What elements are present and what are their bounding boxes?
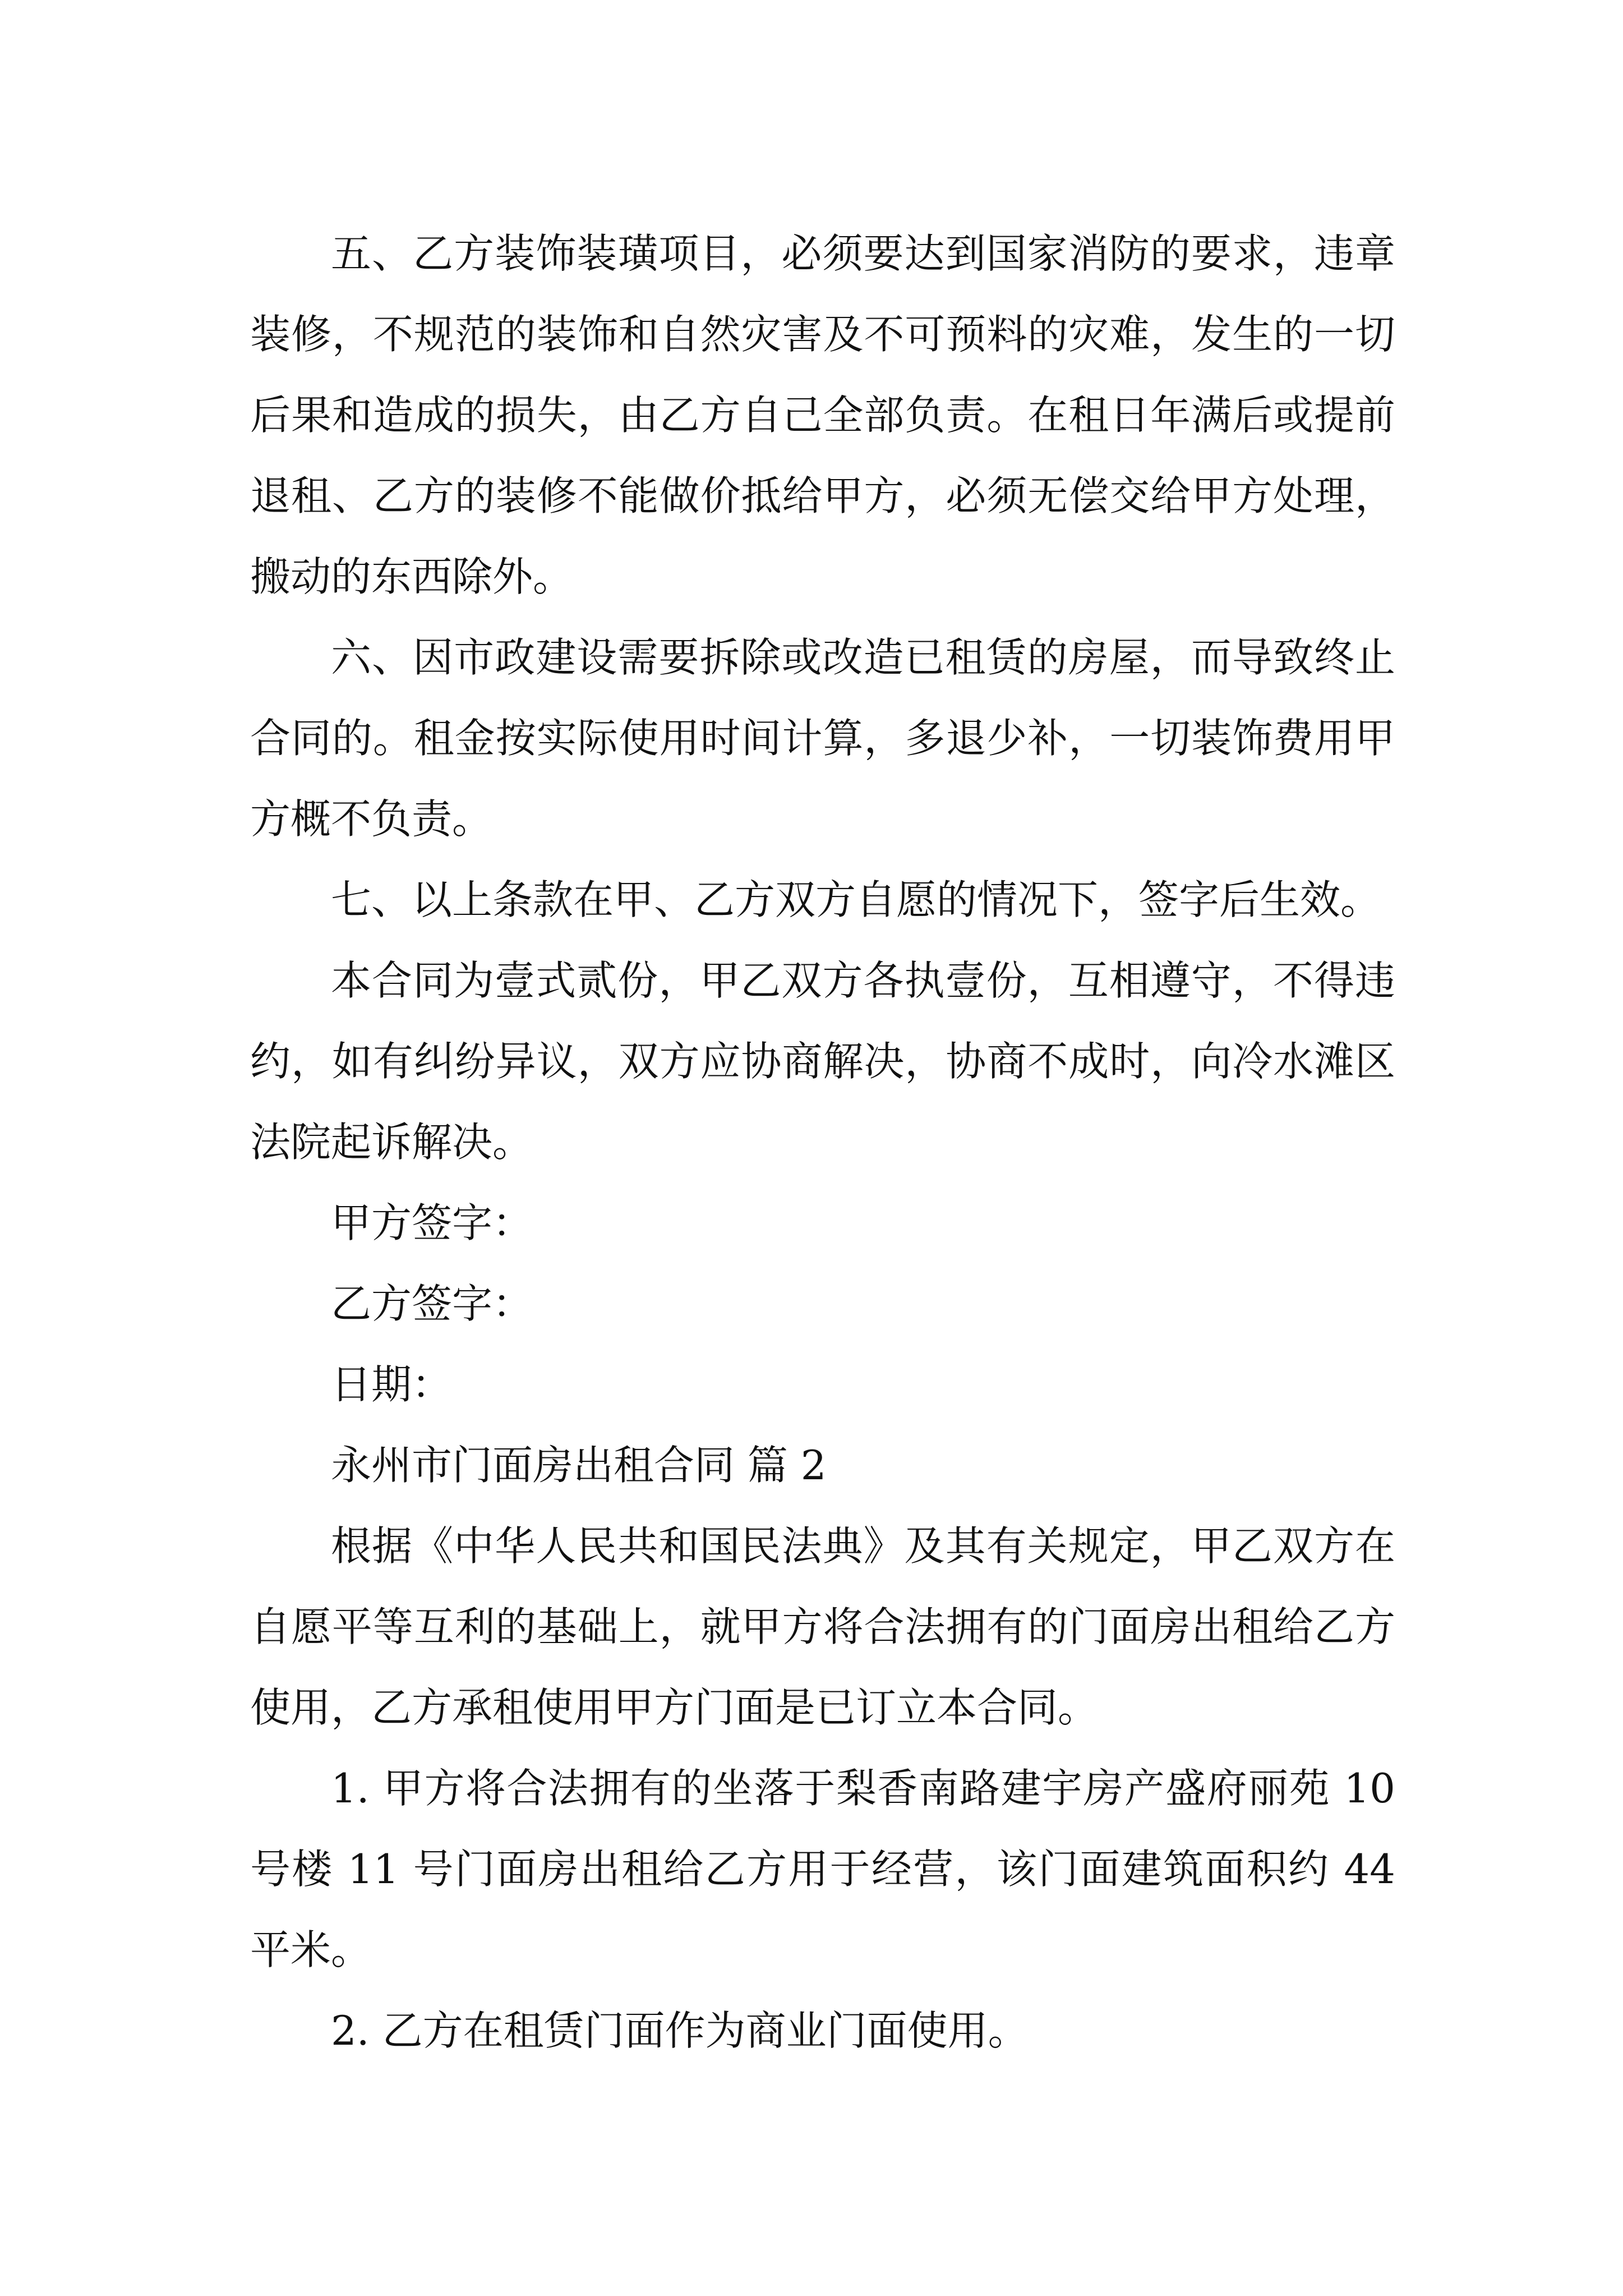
clause-7: 七、以上条款在甲、乙方双方自愿的情况下，签字后生效。 [331, 876, 1381, 923]
document-body [250, 213, 1395, 2071]
copies-clause: 本合同为壹式贰份，甲乙双方各执壹份，互相遵守，不得违约，如有纠纷异议，双方应协商解决，协商不成时，向冷水滩区法院起诉解决。 [250, 957, 1395, 1166]
clause-5: 五、乙方装饰装璜项目，必须要达到国家消防的要求，违章装修，不规范的装饰和自然灾害及不可预料的灾难，发生的一切后果和造成的损失，由乙方自己全部负责。在租日年满后或提前退租、乙方的装修不能做价抵给甲方，必须无偿交给甲方处理，搬动的东西除外。 [250, 230, 1395, 600]
item-1: 1. 甲方将合法拥有的坐落于梨香南路建宇房产盛府丽苑 10 号楼 11 号门面房出租给乙方用于经营，该门面建筑面积约 44 平米。 [250, 1765, 1395, 1973]
section-title: 永州市门面房出租合同 篇 2 [331, 1442, 827, 1489]
clause-6: 六、因市政建设需要拆除或改造已租赁的房屋，而导致终止合同的。租金按实际使用时间计算，多退少补，一切装饰费用甲方概不负责。 [250, 634, 1395, 843]
date-line: 日期： [331, 1361, 453, 1408]
party-b-signature: 乙方签字： [331, 1280, 533, 1327]
party-a-signature: 甲方签字： [331, 1199, 533, 1246]
intro-paragraph: 根据《中华人民共和国民法典》及其有关规定，甲乙双方在自愿平等互利的基础上，就甲方将合法拥有的门面房出租给乙方使用，乙方承租使用甲方门面是已订立本合同。 [250, 1522, 1395, 1731]
item-2: 2. 乙方在租赁门面作为商业门面使用。 [331, 2007, 1029, 2054]
